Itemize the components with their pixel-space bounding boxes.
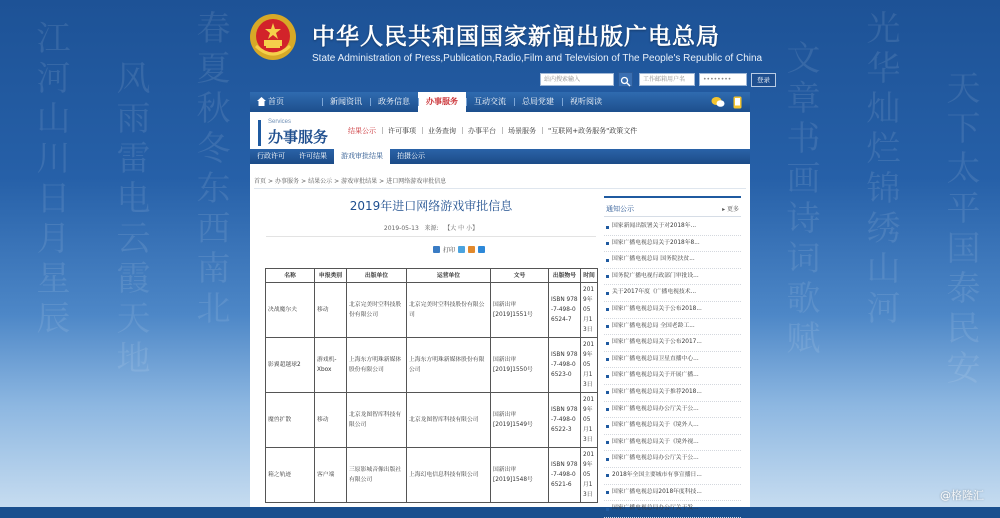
notice-item[interactable]: 国家广播电视总局关于公布2018...	[604, 302, 741, 319]
page-background: 江河山川日月星辰 风雨雷电云霞天地 春夏秋冬东西南北 文章书画诗词歌赋 光华灿烂锦绣山河 天下太平国泰民安	[0, 0, 1000, 507]
table-row	[266, 448, 598, 503]
printer-icon[interactable]	[433, 246, 440, 253]
breadcrumb-services[interactable]: 办事服务	[275, 178, 300, 185]
print-share-row	[433, 245, 485, 254]
notice-item[interactable]: 国家广播电视总局关于2018年8...	[604, 236, 741, 253]
table-cell: 2019年05月13日	[581, 283, 598, 338]
notice-item[interactable]: 国家广播电视总局关于《境外人...	[604, 418, 741, 435]
notice-item[interactable]: 国家广播电视总局卫星直播中心...	[604, 352, 741, 369]
table-cell: 国新出审[2019]1551号	[491, 283, 549, 338]
notice-more-link[interactable]: ▸ 更多	[722, 206, 739, 213]
table-cell: 三原影城音像出版社有限公司	[347, 448, 407, 503]
search-icon	[619, 75, 632, 88]
site-subtitle: State Administration of Press,Publication,Radio,Film and Television of The People's Republic of China	[312, 53, 763, 64]
table-cell: 决战魔尔夫	[266, 283, 315, 338]
table-cell: 北京龙图智库科技有限公司	[407, 393, 491, 448]
font-size-switch[interactable]: 【大 中 小】	[444, 225, 479, 232]
subnav-game-approval[interactable]: 游戏审批结果	[334, 149, 390, 164]
table-cell: 北京完美时空科技股份有限公司	[407, 283, 491, 338]
section-link-licensing[interactable]: 许可事项	[382, 126, 422, 136]
table-cell: 上海东方明珠新媒体股份有限公司	[407, 338, 491, 393]
mobile-icon[interactable]	[733, 96, 742, 109]
table-cell: 上海幻电信息科技有限公司	[407, 448, 491, 503]
notice-item[interactable]: 国家广播电视总局办公厅关于发...	[604, 501, 741, 518]
notice-item[interactable]: 国家广播电视总局关于《境外视...	[604, 435, 741, 452]
notice-item[interactable]: 2018年全国主要城市有事宣播日...	[604, 468, 741, 485]
notice-item[interactable]: 国家广播电视总局办公厅关于公...	[604, 402, 741, 419]
breadcrumb-results[interactable]: 结果公示	[308, 178, 333, 185]
notice-item[interactable]: 国家广播电视总局办公厅关于公...	[604, 451, 741, 468]
share-icon[interactable]	[458, 246, 465, 253]
notice-item[interactable]: 关于2017年度《广播电视技术...	[604, 285, 741, 302]
notice-item[interactable]: 国家新闻出版署关于对2018年...	[604, 219, 741, 236]
table-header-cell: 时间	[581, 269, 598, 283]
login-button[interactable]: 登录	[751, 73, 776, 87]
wechat-icon[interactable]	[711, 96, 725, 108]
share-icon[interactable]	[478, 246, 485, 253]
table-cell: ISBN 978-7-498-06522-3	[549, 393, 581, 448]
breadcrumb-current: 进口网络游戏审批信息	[386, 178, 447, 185]
table-cell: 客户端	[315, 448, 347, 503]
section-links	[342, 126, 643, 136]
article-date: 2019-05-13	[383, 225, 419, 232]
nav-services[interactable]: 办事服务	[418, 92, 466, 112]
password-input[interactable]: ••••••••	[699, 73, 747, 86]
notice-sidebar-title: 通知公示	[606, 205, 634, 213]
table-cell: 2019年05月13日	[581, 448, 598, 503]
table-header-row	[266, 269, 598, 283]
section-title: 办事服务	[268, 128, 329, 146]
sub-nav	[250, 149, 750, 164]
notice-item[interactable]: 国家广播电视总局关于开展广播...	[604, 368, 741, 385]
nav-social	[711, 96, 750, 109]
table-cell: 上海东方明珠新媒体股份有限公司	[347, 338, 407, 393]
table-cell: ISBN 978-7-498-06523-0	[549, 338, 581, 393]
watermark: @格隆汇	[940, 489, 984, 502]
table-cell: ISBN 978-7-498-06521-6	[549, 448, 581, 503]
nav-gov-info[interactable]: 政务信息	[370, 92, 418, 112]
table-header-cell: 出版物号	[549, 269, 581, 283]
section-link-scenes[interactable]: 场景服务	[502, 126, 542, 136]
main-nav	[250, 92, 750, 112]
notice-list	[604, 219, 741, 518]
table-cell: 2019年05月13日	[581, 393, 598, 448]
table-cell: 游戏机-Xbox	[315, 338, 347, 393]
table-cell: ISBN 978-7-498-06524-7	[549, 283, 581, 338]
section-link-results[interactable]: 结果公示	[348, 127, 376, 135]
table-cell: 北京完美时空科技股份有限公司	[347, 283, 407, 338]
table-cell: 移动	[315, 283, 347, 338]
nav-interaction[interactable]: 互动交流	[466, 92, 514, 112]
breadcrumb-home[interactable]: 首页	[254, 178, 267, 185]
nav-home[interactable]	[250, 92, 322, 112]
username-input[interactable]: 工作邮箱用户名	[639, 73, 695, 86]
table-header-cell: 名称	[266, 269, 315, 283]
subnav-filming-notice[interactable]: 拍摄公示	[397, 152, 425, 160]
table-row	[266, 338, 598, 393]
national-emblem-icon	[248, 12, 298, 62]
divider	[266, 236, 596, 237]
site-search-input[interactable]: 站内搜索输入	[540, 73, 614, 86]
section-accent-bar	[258, 120, 261, 146]
share-icon[interactable]	[468, 246, 475, 253]
login-bar	[540, 73, 776, 86]
notice-item[interactable]: 国家广播电视总局 国务院扶贫...	[604, 252, 741, 269]
approval-table	[265, 268, 598, 503]
table-header-cell: 申报类别	[315, 269, 347, 283]
print-label[interactable]: 打印	[443, 247, 456, 254]
table-row	[266, 393, 598, 448]
table-cell: 国新出审[2019]1550号	[491, 338, 549, 393]
search-button[interactable]	[618, 72, 633, 87]
table-cell: 国新出审[2019]1549号	[491, 393, 549, 448]
notice-item[interactable]: 国家广播电视总局关于推荐2018...	[604, 385, 741, 402]
table-cell: 国新出审[2019]1548号	[491, 448, 549, 503]
breadcrumb-game-approval[interactable]: 游戏审批结果	[341, 178, 378, 185]
table-cell: 2019年05月13日	[581, 338, 598, 393]
section-english-label: Services	[268, 119, 292, 125]
section-link-query[interactable]: 业务查询	[422, 126, 462, 136]
table-cell: 北京龙图智库科技有限公司	[347, 393, 407, 448]
notice-more-label: 更多	[726, 206, 739, 213]
table-row	[266, 283, 598, 338]
article-source-label: 来源:	[424, 225, 439, 232]
section-link-policy[interactable]: "互联网+政务服务"政策文件	[542, 126, 643, 136]
nav-media[interactable]: 视听阅读	[562, 92, 610, 112]
table-header-cell: 运营单位	[407, 269, 491, 283]
content-panel	[250, 92, 750, 512]
table-header-cell: 出版单位	[347, 269, 407, 283]
notice-sidebar-header	[604, 196, 741, 217]
nav-home-label: 首页	[268, 97, 284, 106]
article-title: 2019年进口网络游戏审批信息	[349, 199, 513, 213]
table-cell: 箱之轨迹	[266, 448, 315, 503]
site-title: 中华人民共和国国家新闻出版广电总局	[312, 24, 720, 50]
divider	[254, 188, 746, 189]
home-icon	[257, 97, 266, 106]
table-cell: 影翼超越球2	[266, 338, 315, 393]
nav-news[interactable]: 新闻资讯	[322, 92, 370, 112]
table-cell: 移动	[315, 393, 347, 448]
subnav-license-results[interactable]: 许可结果	[299, 152, 327, 160]
subnav-admin-license[interactable]: 行政许可	[257, 152, 285, 160]
breadcrumb: 首页 > 办事服务 > 结果公示 > 游戏审批结果 > 进口网络游戏审批信息	[254, 178, 447, 185]
nav-party[interactable]: 总局党建	[514, 92, 562, 112]
section-header	[250, 114, 750, 150]
table-cell: 魔兽扩散	[266, 393, 315, 448]
section-link-platform[interactable]: 办事平台	[462, 126, 502, 136]
table-header-cell: 文号	[491, 269, 549, 283]
notice-item[interactable]: 国家广播电视总局 全国老龄工...	[604, 319, 741, 336]
notice-item[interactable]: 国家广播电视总局关于公布2017...	[604, 335, 741, 352]
notice-item[interactable]: 国务院广播电视行政部门审批设...	[604, 269, 741, 286]
notice-item[interactable]: 国家广播电视总局2018年度科技...	[604, 485, 741, 502]
article-meta	[266, 223, 596, 232]
